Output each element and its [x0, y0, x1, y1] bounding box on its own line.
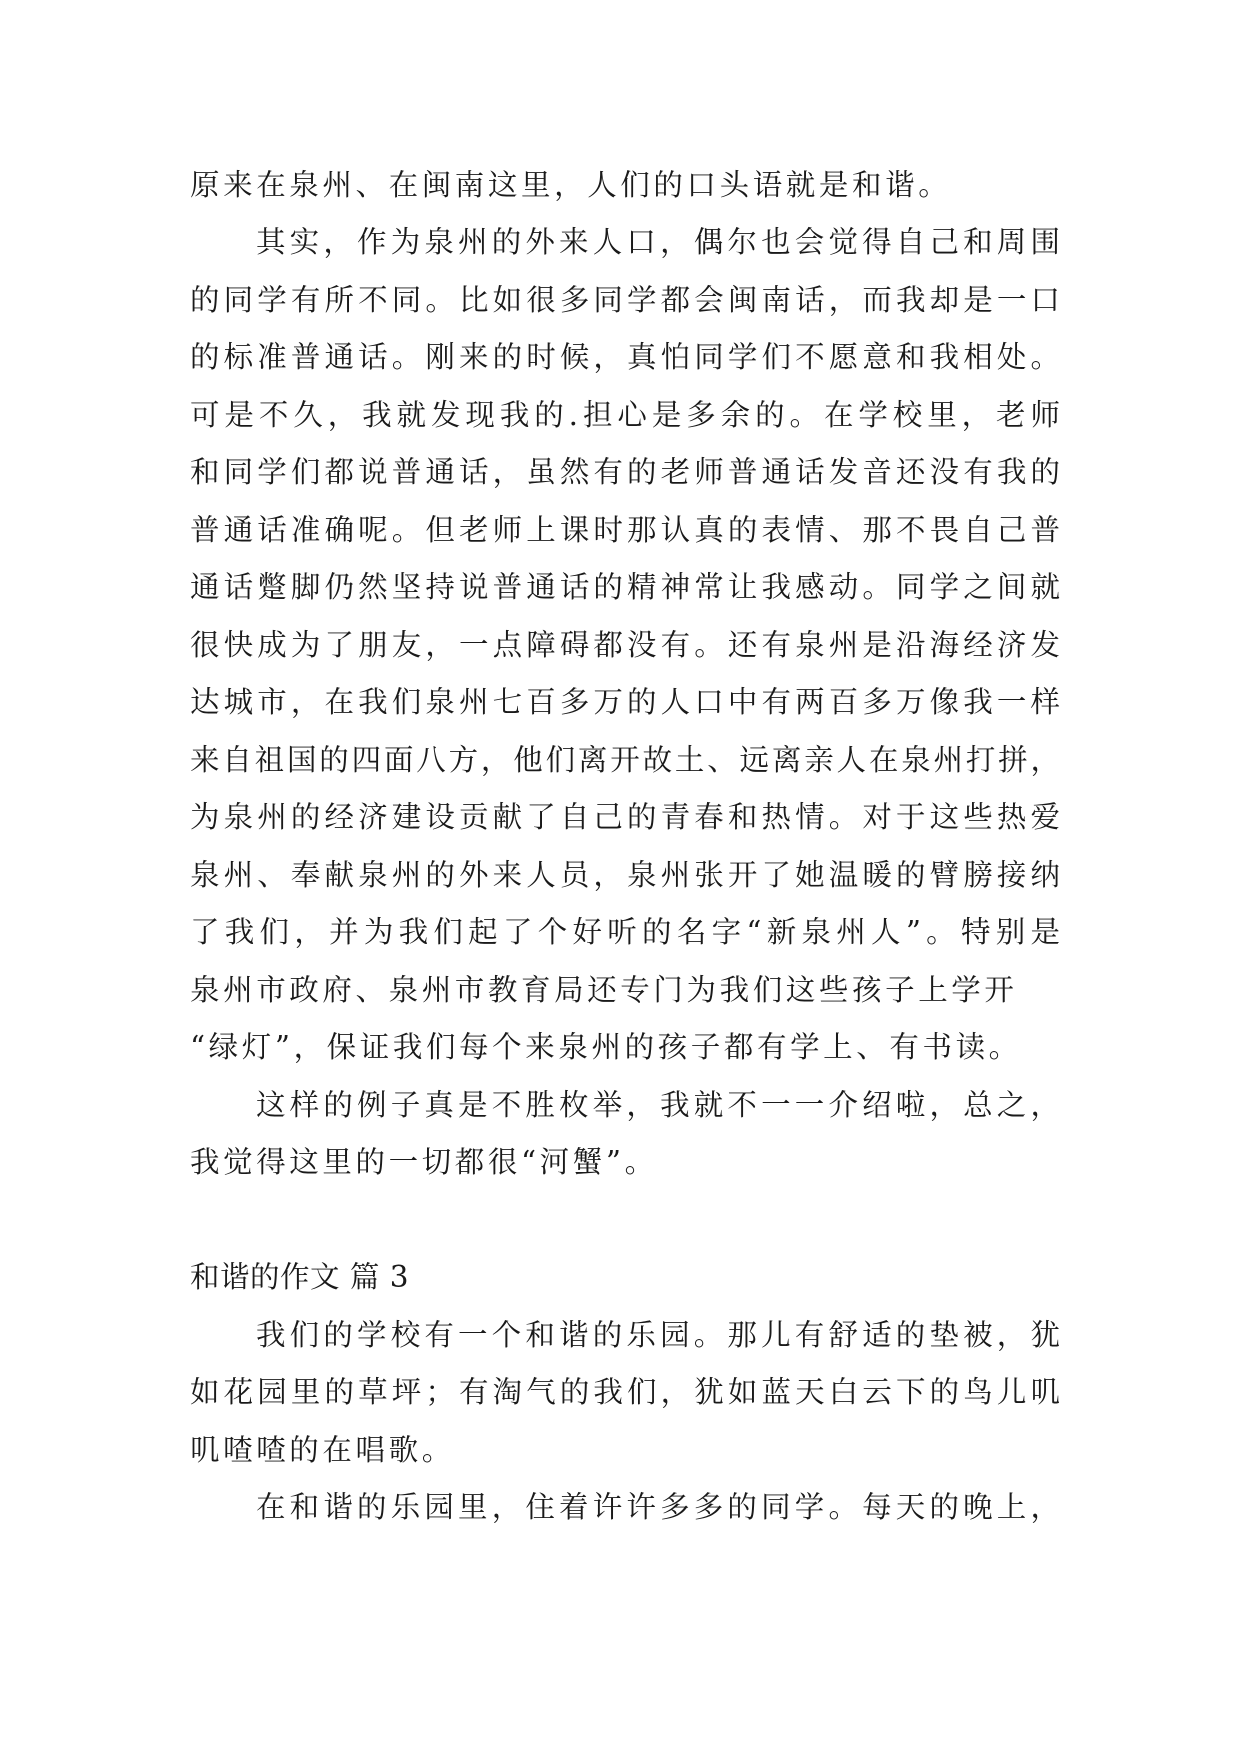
- text-line: 和同学们都说普通话，虽然有的老师普通话发音还没有我的: [190, 455, 1060, 489]
- text-line: 泉州市政府、泉州市教育局还专门为我们这些孩子上学开: [190, 973, 1018, 1007]
- paragraph-first-line: 在和谐的乐园里，住着许许多多的同学。每天的晚上，: [256, 1490, 1060, 1524]
- section-heading: 和谐的作文 篇 3: [190, 1260, 410, 1294]
- text-line: 为泉州的经济建设贡献了自己的青春和热情。对于这些热爱: [190, 800, 1060, 834]
- text-line: 来自祖国的四面八方，他们离开故土、远离亲人在泉州打拼，: [190, 743, 1060, 777]
- text-line: 的标准普通话。刚来的时候，真怕同学们不愿意和我相处。: [190, 340, 1060, 374]
- text-line: 了我们，并为我们起了个好听的名字“新泉州人”。特别是: [190, 915, 1060, 949]
- text-line: “绿灯”，保证我们每个来泉州的孩子都有学上、有书读。: [190, 1030, 1022, 1064]
- text-line: 的同学有所不同。比如很多同学都会闽南话，而我却是一口: [190, 283, 1060, 317]
- paragraph-first-line: 其实，作为泉州的外来人口，偶尔也会觉得自己和周围: [256, 225, 1060, 259]
- text-line: 达城市，在我们泉州七百多万的人口中有两百多万像我一样: [190, 685, 1060, 719]
- paragraph-first-line: 我们的学校有一个和谐的乐园。那儿有舒适的垫被，犹: [256, 1318, 1060, 1352]
- text-line: 可是不久，我就发现我的.担心是多余的。在学校里，老师: [190, 398, 1060, 432]
- text-line: 原来在泉州、在闽南这里，人们的口头语就是和谐。: [190, 168, 952, 202]
- text-line: 很快成为了朋友，一点障碍都没有。还有泉州是沿海经济发: [190, 628, 1060, 662]
- text-line: 叽喳喳的在唱歌。: [190, 1433, 455, 1467]
- text-line: 泉州、奉献泉州的外来人员，泉州张开了她温暖的臂膀接纳: [190, 858, 1060, 892]
- text-line: 如花园里的草坪；有淘气的我们，犹如蓝天白云下的鸟儿叽: [190, 1375, 1060, 1409]
- paragraph-first-line: 这样的例子真是不胜枚举，我就不一一介绍啦，总之，: [256, 1088, 1060, 1122]
- text-line: 通话蹩脚仍然坚持说普通话的精神常让我感动。同学之间就: [190, 570, 1060, 604]
- text-line: 普通话准确呢。但老师上课时那认真的表情、那不畏自己普: [190, 513, 1060, 547]
- text-line: 我觉得这里的一切都很“河蟹”。: [190, 1145, 658, 1179]
